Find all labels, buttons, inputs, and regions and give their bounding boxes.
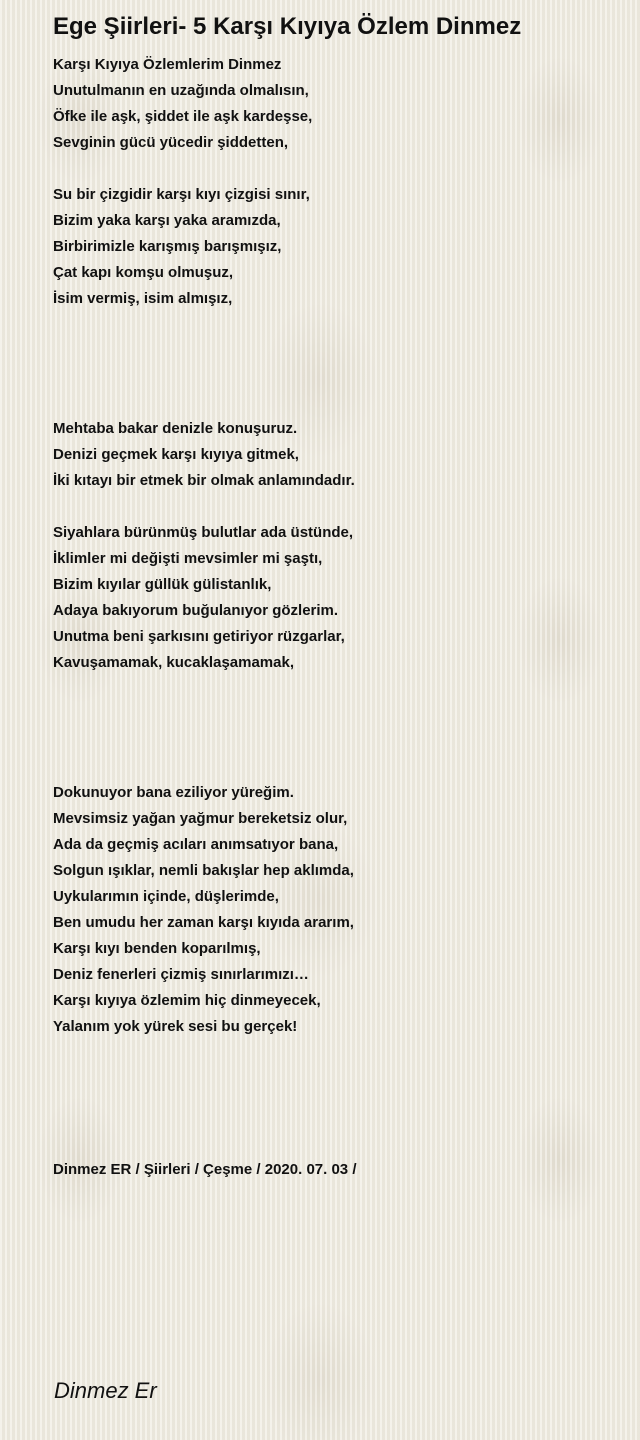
poem-line: Solgun ışıklar, nemli bakışlar hep aklımda,: [53, 862, 354, 879]
poem-line: Bizim yaka karşı yaka aramızda,: [53, 212, 281, 229]
stanza-2: [53, 182, 613, 312]
poem-line: Su bir çizgidir karşı kıyı çizgisi sınır,: [53, 186, 310, 203]
stanza-gap: [53, 390, 613, 416]
poem-line: Deniz fenerleri çizmiş sınırlarımızı…: [53, 966, 309, 983]
stanza-4: [53, 520, 613, 676]
stanza-gap: [53, 754, 613, 780]
poem-line: Kavuşamamak, kucaklaşamamak,: [53, 654, 294, 671]
poem-body: [53, 52, 613, 1040]
stanza-gap: [53, 494, 613, 520]
poem-line: Denizi geçmek karşı kıyıya gitmek,: [53, 446, 299, 463]
stanza-1: [53, 52, 613, 156]
poem-line: Yalanım yok yürek sesi bu gerçek!: [53, 1018, 298, 1035]
poem-line: İklimler mi değişti mevsimler mi şaştı,: [53, 550, 323, 567]
poem-line: Karşı kıyı benden koparılmış,: [53, 940, 261, 957]
poem-title: Ege Şiirleri- 5 Karşı Kıyıya Özlem Dinmez: [53, 13, 522, 40]
poem-line: İki kıtayı bir etmek bir olmak anlamındadır.: [53, 472, 355, 489]
poem-line: Mevsimsiz yağan yağmur bereketsiz olur,: [53, 810, 348, 827]
poem-line: Dokunuyor bana eziliyor yüreğim.: [53, 784, 294, 801]
poem-line: Sevginin gücü yücedir şiddetten,: [53, 134, 289, 151]
poem-line: Unutulmanın en uzağında olmalısın,: [53, 82, 309, 99]
author-name: Dinmez Er: [54, 1378, 157, 1403]
poem-line: Çat kapı komşu olmuşuz,: [53, 264, 234, 281]
poem-line: Adaya bakıyorum buğulanıyor gözlerim.: [53, 602, 339, 619]
poem-line: Uykularımın içinde, düşlerimde,: [53, 888, 279, 905]
poem-line: Karşı Kıyıya Özlemlerim Dinmez: [53, 56, 282, 73]
stanza-gap: [53, 156, 613, 182]
stanza-3: [53, 416, 613, 494]
poem-line: Öfke ile aşk, şiddet ile aşk kardeşse,: [53, 108, 313, 125]
stanza-5: [53, 780, 613, 1040]
poem-line: Ada da geçmiş acıları anımsatıyor bana,: [53, 836, 339, 853]
poem-line: Ben umudu her zaman karşı kıyıda ararım,: [53, 914, 354, 931]
poem-line: Birbirimizle karışmış barışmışız,: [53, 238, 282, 255]
poem-line: Mehtaba bakar denizle konuşuruz.: [53, 420, 298, 437]
stanza-gap: [53, 312, 613, 390]
poem-line: Bizim kıyılar güllük gülistanlık,: [53, 576, 272, 593]
stanza-gap: [53, 676, 613, 754]
poem-line: Unutma beni şarkısını getiriyor rüzgarlar,: [53, 628, 345, 645]
poem-line: Siyahlara bürünmüş bulutlar ada üstünde,: [53, 524, 354, 541]
poem-line: İsim vermiş, isim almışız,: [53, 290, 233, 307]
poem-line: Karşı kıyıya özlemim hiç dinmeyecek,: [53, 992, 321, 1009]
poem-signature-line: Dinmez ER / Şiirleri / Çeşme / 2020. 07. 03 /: [53, 1161, 357, 1178]
